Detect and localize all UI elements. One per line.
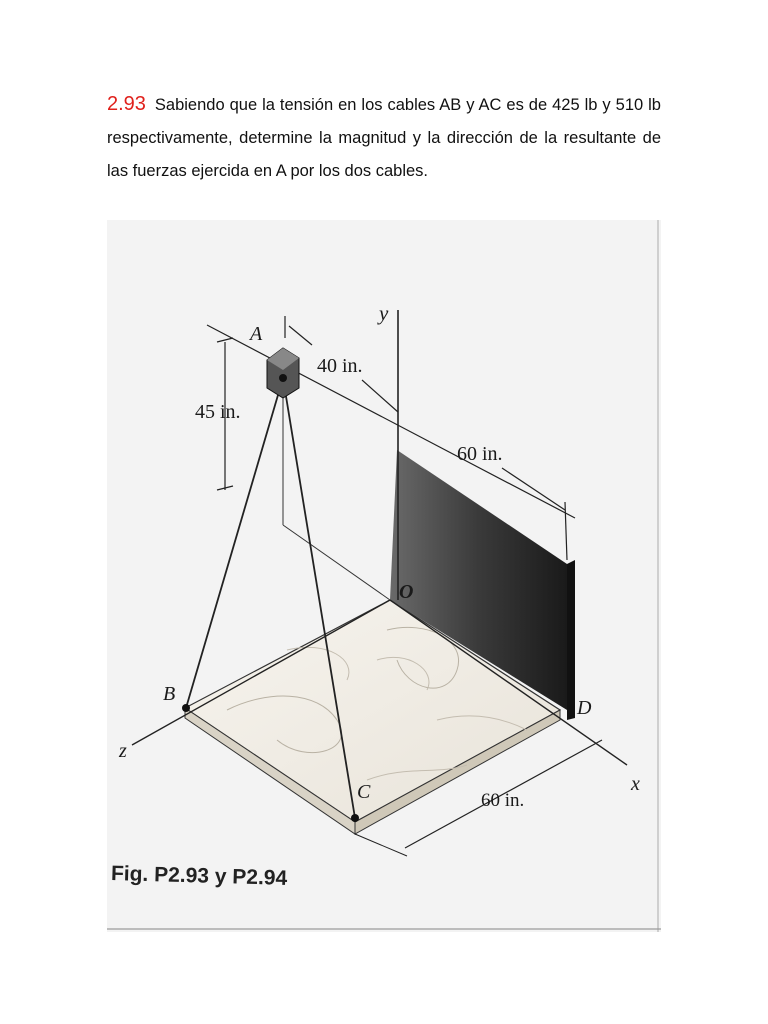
anchor-block-a	[267, 348, 299, 398]
dimension-45in: 45 in.	[195, 401, 241, 423]
problem-number: 2.93	[107, 93, 146, 115]
dim-40-line	[289, 326, 312, 345]
figure-p2-93	[107, 220, 661, 932]
label-a: A	[250, 323, 263, 345]
dim-60-wall-line	[502, 468, 565, 510]
label-d: D	[577, 697, 592, 719]
point-b-marker	[182, 704, 190, 712]
axis-label-y: y	[379, 301, 389, 325]
problem-text: Sabiendo que la tensión en los cables AB y AC es de 425 lb y 510 lb respectivamente, determine la magnitud y la dirección de la resultante de las fuerzas ejercida en A por los dos cables.	[107, 96, 661, 180]
label-c: C	[357, 781, 371, 803]
figure-caption: Fig. P2.93 y P2.94	[110, 862, 288, 890]
axis-label-z: z	[119, 740, 127, 762]
reference-line	[207, 325, 575, 518]
dimension-60in-wall: 60 in.	[457, 443, 503, 465]
dimension-60in-floor: 60 in.	[481, 790, 525, 811]
dimension-40in: 40 in.	[317, 355, 363, 377]
a-projection-line	[283, 525, 390, 600]
label-b: B	[163, 683, 176, 705]
axis-label-x: x	[631, 773, 640, 795]
point-c-marker	[351, 814, 359, 822]
problem-statement	[107, 88, 661, 188]
figure-diagram	[107, 220, 661, 932]
cable-ab	[186, 378, 283, 708]
label-o: O	[399, 581, 414, 603]
